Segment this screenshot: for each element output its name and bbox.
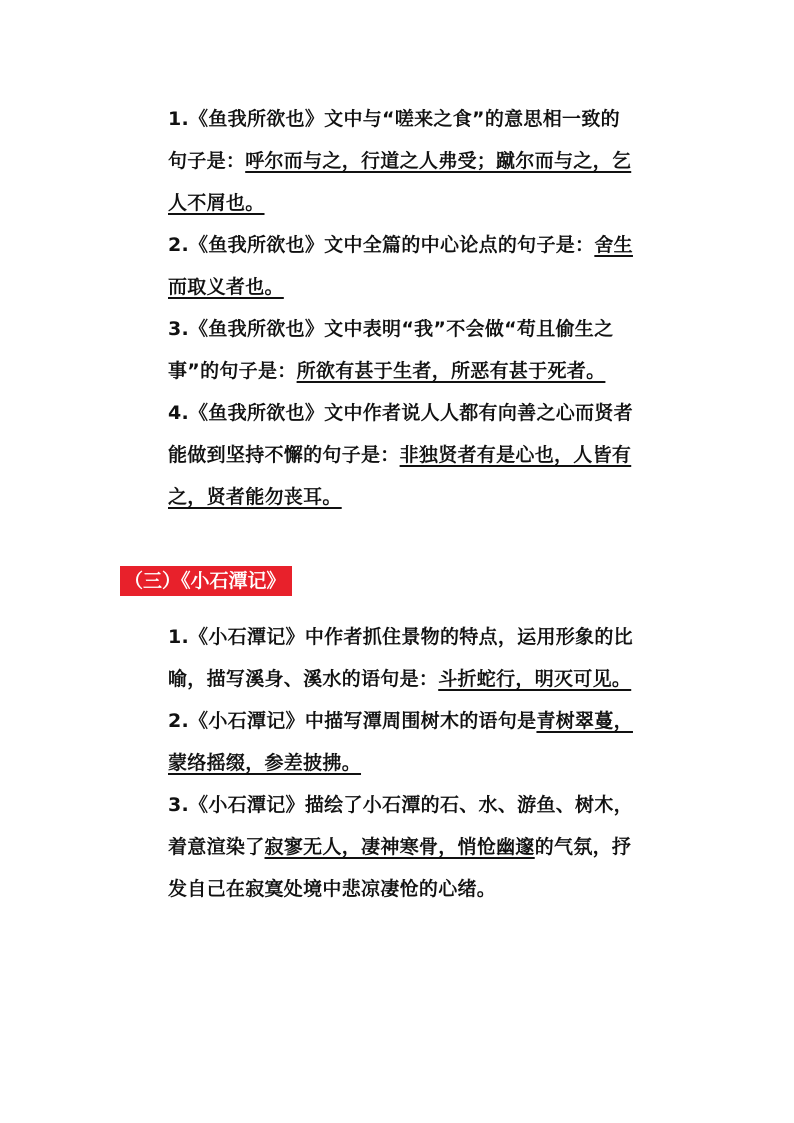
answer-text: 非独贤者有是心也，人皆有之，贤者能勿丧耳。: [168, 444, 632, 508]
answer-text: 斗折蛇行，明灭可见。: [438, 668, 632, 690]
list-item: [168, 700, 638, 784]
section-2-list: [168, 616, 638, 910]
question-text: 3.《小石潭记》描绘了小石潭的石、水、游鱼、树木，着意渲染了: [168, 794, 633, 858]
list-item: [168, 392, 638, 518]
answer-text: 青树翠蔓，蒙络摇缀，参差披拂。: [168, 710, 633, 774]
question-text: 2.《鱼我所欲也》文中全篇的中心论点的句子是：: [168, 234, 595, 256]
question-text-suffix: 的气氛，抒发自己在寂寞处境中悲凉凄怆的心绪。: [168, 836, 632, 900]
question-text: 1.《小石潭记》中作者抓住景物的特点，运用形象的比喻，描写溪身、溪水的语句是：: [168, 626, 633, 690]
question-text: 1.《鱼我所欲也》文中与“嗟来之食”的意思相一致的句子是：: [168, 108, 620, 172]
section-1-list: [168, 98, 638, 518]
list-item: [168, 784, 638, 910]
question-text: 2.《小石潭记》中描写潭周围树木的语句是: [168, 710, 537, 732]
answer-text: 呼尔而与之，行道之人弗受；蹴尔而与之，乞人不屑也。: [168, 150, 632, 214]
list-item: [168, 616, 638, 700]
answer-text: 寂寥无人，凄神寒骨，悄怆幽邃: [264, 836, 535, 858]
question-text: 3.《鱼我所欲也》文中表明“我”不会做“苟且偷生之事”的句子是：: [168, 318, 614, 382]
section-heading: （三）《小石潭记》: [120, 566, 292, 596]
answer-text: 所欲有甚于生者，所恶有甚于死者。: [296, 360, 606, 382]
list-item: [168, 224, 638, 308]
question-text: 4.《鱼我所欲也》文中作者说人人都有向善之心而贤者能做到坚持不懈的句子是：: [168, 402, 633, 466]
list-item: [168, 308, 638, 392]
list-item: [168, 98, 638, 224]
answer-text: 舍生而取义者也。: [168, 234, 633, 298]
